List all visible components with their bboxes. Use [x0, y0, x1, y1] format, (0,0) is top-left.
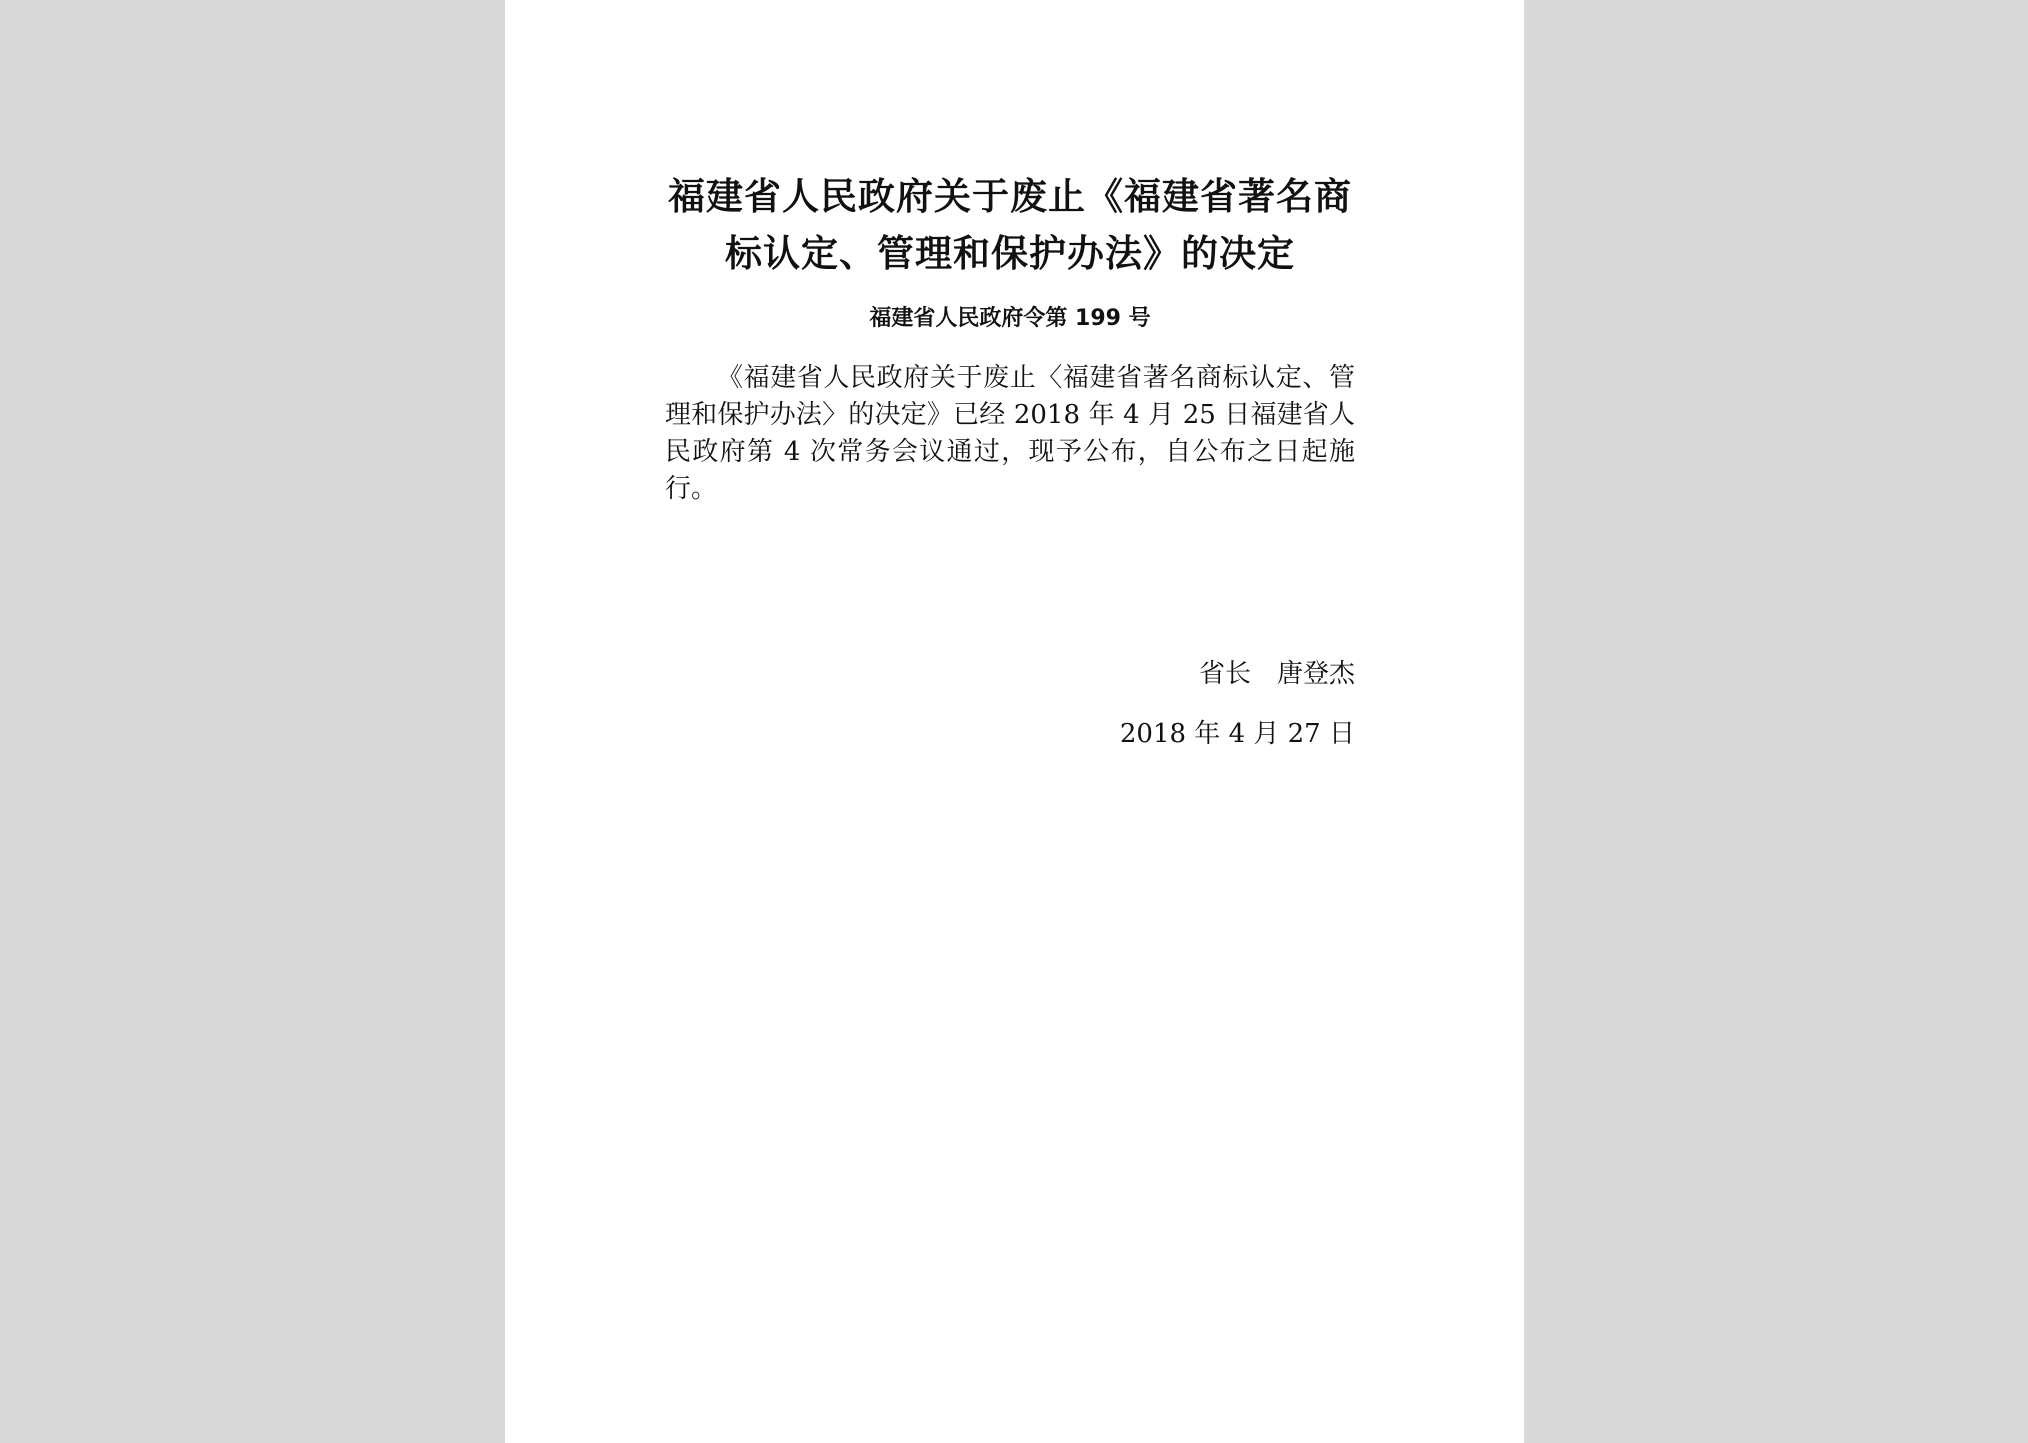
title-line-1: 福建省人民政府关于废止《福建省著名商: [668, 175, 1352, 218]
document-content: [665, 168, 1355, 749]
document-page: [505, 0, 1524, 1443]
signer-title: 省长: [1198, 659, 1251, 689]
signer-name: 唐登杰: [1276, 659, 1355, 689]
body-paragraph: 《福建省人民政府关于废止〈福建省著名商标认定、管理和保护办法〉的决定》已经 2018 年 4 月 25 日福建省人民政府第 4 次常务会议通过，现予公布，自公布之日起施行。: [665, 363, 1355, 504]
signature: [1199, 656, 1355, 693]
order-number: 福建省人民政府令第 199 号: [869, 306, 1151, 331]
document-title: [665, 168, 1355, 282]
signing-date: 2018 年 4 月 27 日: [1119, 719, 1355, 749]
title-line-2: 标认定、管理和保护办法》的决定: [725, 232, 1295, 275]
